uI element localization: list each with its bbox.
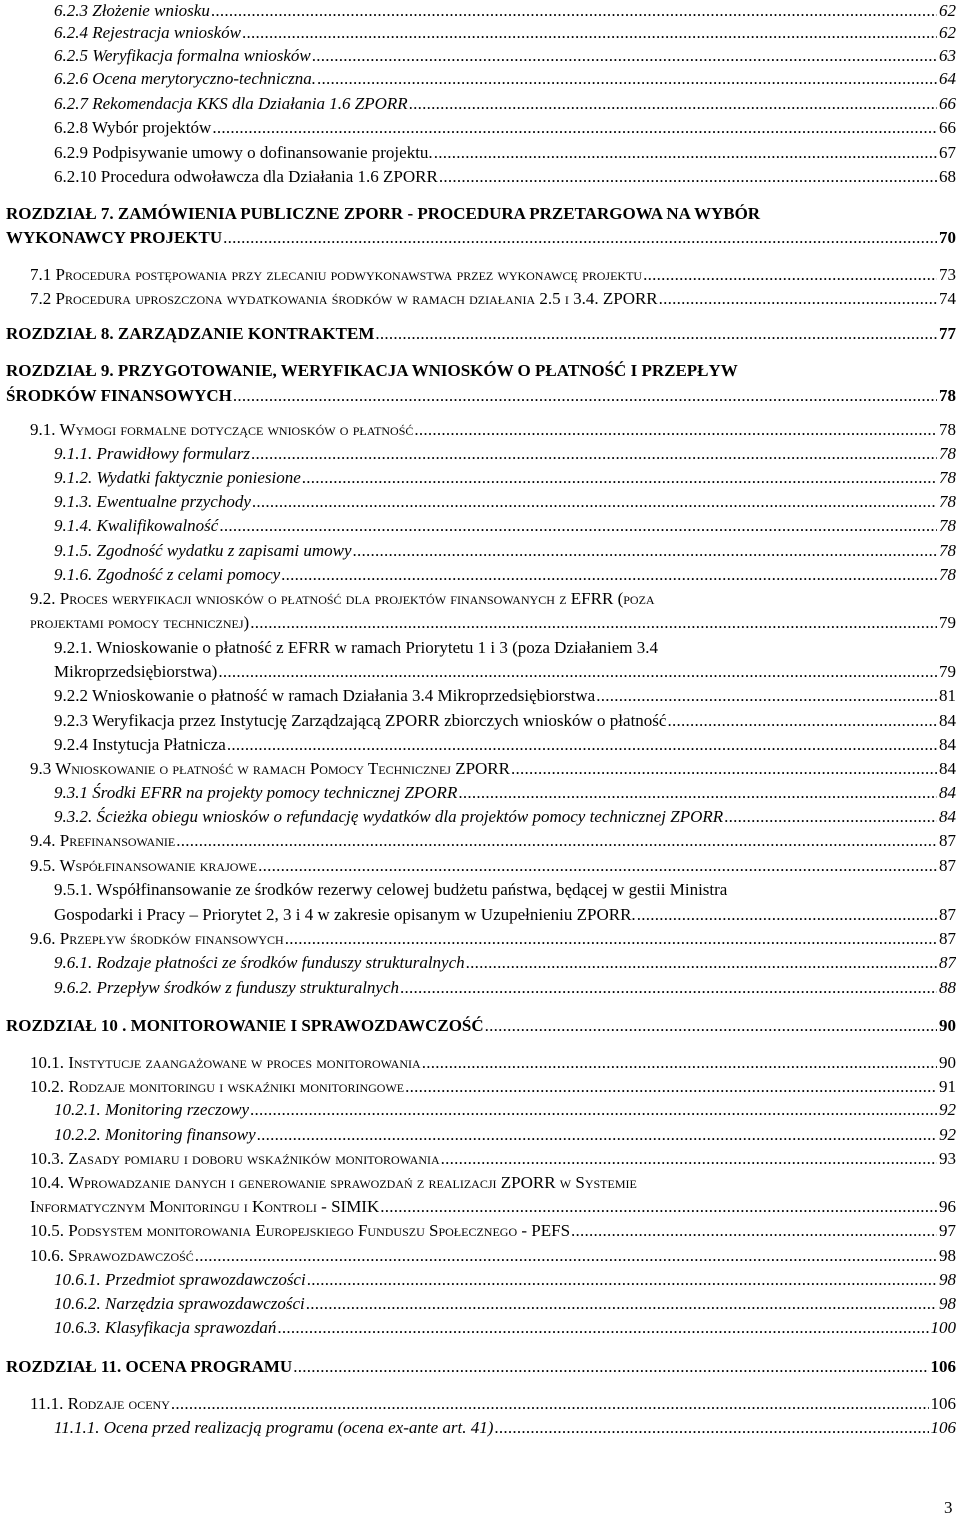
toc-entry[interactable] <box>6 203 760 224</box>
toc-entry-title: 6.2.3 Złożenie wniosku <box>54 1 210 20</box>
toc-entry-page: 66 <box>939 94 956 113</box>
toc-entry-page: 87 <box>939 929 956 948</box>
toc-entry[interactable] <box>54 1293 956 1314</box>
toc-entry[interactable] <box>6 1015 956 1036</box>
toc-entry[interactable] <box>30 1220 956 1241</box>
toc-dot-leader <box>170 1393 929 1414</box>
toc-entry-title: ROZDZIAŁ 11. OCENA PROGRAMU <box>6 1357 293 1376</box>
toc-entry-title: 10.6.1. Przedmiot sprawozdawczości <box>54 1270 306 1289</box>
toc-dot-leader <box>510 758 937 779</box>
toc-entry[interactable] <box>30 1172 637 1193</box>
toc-entry-page: 84 <box>939 807 956 826</box>
toc-entry-title: 9.2.1. Wnioskowanie o płatność z EFRR w ramach Priorytetu 1 i 3 (poza Działaniem 3.4 <box>54 638 658 657</box>
toc-entry-title: Gospodarki i Pracy – Priorytet 2, 3 i 4 w zakresie opisanym w Uzupełnieniu ZPORR. <box>54 905 636 924</box>
toc-dot-leader <box>421 1052 937 1073</box>
toc-dot-leader <box>249 1099 937 1120</box>
toc-entry-page: 96 <box>939 1197 956 1216</box>
toc-entry[interactable] <box>54 142 956 163</box>
toc-entry-title: 6.2.6 Ocena merytoryczno-techniczna. <box>54 69 317 88</box>
toc-entry-page: 84 <box>939 783 956 802</box>
toc-entry-page: 78 <box>939 541 956 560</box>
toc-entry[interactable] <box>30 855 956 876</box>
toc-entry-page: 78 <box>939 468 956 487</box>
toc-entry-title: WYKONAWCY PROJEKTU <box>6 228 223 247</box>
toc-entry[interactable] <box>54 1124 956 1145</box>
toc-entry-page: 66 <box>939 118 956 137</box>
toc-entry-page: 88 <box>939 978 956 997</box>
toc-entry-title: 10.2. Rodzaje monitoringu i wskaźniki monitoringowe <box>30 1077 405 1096</box>
toc-entry-page: 87 <box>939 953 956 972</box>
toc-dot-leader <box>658 288 937 309</box>
toc-entry-title: projektami pomocy technicznej) <box>30 613 250 632</box>
toc-entry-title: ROZDZIAŁ 7. ZAMÓWIENIA PUBLICZNE ZPORR - PROCEDURA PRZETARGOWA NA WYBÓR <box>6 204 761 223</box>
toc-entry-page: 106 <box>930 1394 956 1413</box>
toc-entry[interactable] <box>30 612 956 633</box>
toc-entry[interactable] <box>54 540 956 561</box>
toc-entry-title: 10.2.2. Monitoring finansowy <box>54 1125 256 1144</box>
toc-dot-leader <box>433 142 937 163</box>
toc-entry-title: 10.2.1. Monitoring rzeczowy <box>54 1100 250 1119</box>
toc-entry-page: 92 <box>939 1100 956 1119</box>
toc-entry-page: 84 <box>939 711 956 730</box>
toc-entry-page: 62 <box>939 1 956 20</box>
toc-dot-leader <box>276 1317 928 1338</box>
toc-entry-title: 10.6. Sprawozdawczość <box>30 1246 194 1265</box>
toc-entry[interactable] <box>6 385 956 406</box>
toc-entry[interactable] <box>30 1076 956 1097</box>
toc-entry-title: 9.2.4 Instytucja Płatnicza <box>54 735 226 754</box>
toc-entry-title: 9.1.5. Zgodność wydatku z zapisami umowy <box>54 541 352 560</box>
toc-dot-leader <box>305 1293 937 1314</box>
toc-entry[interactable] <box>54 1099 956 1120</box>
toc-entry-title: 6.2.7 Rekomendacja KKS dla Działania 1.6 ZPORR <box>54 94 408 113</box>
toc-entry-title: 6.2.8 Wybór projektów <box>54 118 212 137</box>
toc-entry-page: 87 <box>939 856 956 875</box>
toc-dot-leader <box>595 685 937 706</box>
toc-dot-leader <box>241 22 937 43</box>
toc-entry-page: 97 <box>939 1221 956 1240</box>
toc-entry-page: 68 <box>939 167 956 186</box>
toc-entry-page: 98 <box>939 1270 956 1289</box>
toc-dot-leader <box>408 93 937 114</box>
toc-dot-leader <box>175 830 937 851</box>
toc-entry[interactable] <box>30 758 956 779</box>
toc-entry[interactable] <box>30 288 956 309</box>
toc-entry-title: Informatycznym Monitoringu i Kontroli - SIMIK <box>30 1197 380 1216</box>
toc-entry-title: ROZDZIAŁ 8. ZARZĄDZANIE KONTRAKTEM <box>6 324 375 343</box>
toc-entry[interactable] <box>54 1417 956 1438</box>
toc-entry-page: 78 <box>939 565 956 584</box>
toc-entry[interactable] <box>54 93 956 114</box>
toc-entry[interactable] <box>54 515 956 536</box>
toc-entry-page: 73 <box>939 265 956 284</box>
toc-dot-leader <box>636 904 937 925</box>
toc-entry-title: 9.1. Wymogi formalne dotyczące wniosków o płatność <box>30 420 414 439</box>
toc-dot-leader <box>316 68 937 89</box>
toc-entry-page: 91 <box>939 1077 956 1096</box>
toc-entry-title: 9.1.6. Zgodność z celami pomocy <box>54 565 281 584</box>
toc-entry-page: 90 <box>939 1053 956 1072</box>
toc-dot-leader <box>257 855 937 876</box>
toc-entry[interactable] <box>54 1317 956 1338</box>
toc-entry-title: 7.1 Procedura postępowania przy zlecaniu podwykonawstwa przez wykonawcę projektu <box>30 265 643 284</box>
toc-dot-leader <box>570 1220 937 1241</box>
toc-entry-page: 67 <box>939 143 956 162</box>
toc-entry-page: 98 <box>939 1294 956 1313</box>
toc-entry[interactable] <box>30 588 655 609</box>
toc-dot-leader <box>194 1245 937 1266</box>
toc-entry[interactable] <box>54 952 956 973</box>
toc-entry[interactable] <box>6 227 956 248</box>
toc-entry[interactable] <box>54 879 727 900</box>
toc-dot-leader <box>211 117 937 138</box>
toc-entry[interactable] <box>30 1393 956 1414</box>
toc-entry-title: 9.3.2. Ścieżka obiegu wniosków o refundację wydatków dla projektów pomocy technicznej ZPORR <box>54 807 724 826</box>
toc-entry[interactable] <box>54 22 956 43</box>
toc-entry-page: 79 <box>939 662 956 681</box>
toc-entry[interactable] <box>30 1052 956 1073</box>
toc-entry-title: 9.2.2 Wnioskowanie o płatność w ramach Działania 3.4 Mikroprzedsiębiorstwa <box>54 686 596 705</box>
toc-entry-title: 9.3.1 Środki EFRR na projekty pomocy technicznej ZPORR <box>54 783 458 802</box>
toc-entry[interactable] <box>54 0 956 21</box>
toc-entry-title: 6.2.5 Weryfikacja formalna wniosków <box>54 46 311 65</box>
toc-entry-title: 6.2.9 Podpisywanie umowy o dofinansowanie projektu. <box>54 143 433 162</box>
toc-entry-title: 10.6.2. Narzędzia sprawozdawczości <box>54 1294 305 1313</box>
toc-entry-title: ROZDZIAŁ 9. PRZYGOTOWANIE, WERYFIKACJA WNIOSKÓW O PŁATNOŚĆ I PRZEPŁYW <box>6 361 738 380</box>
toc-entry-page: 106 <box>930 1418 956 1437</box>
toc-entry-title: 9.4. Prefinansowanie <box>30 831 176 850</box>
toc-entry-title: ŚRODKÓW FINANSOWYCH <box>6 386 232 405</box>
toc-entry-page: 93 <box>939 1149 956 1168</box>
toc-dot-leader <box>280 564 937 585</box>
toc-entry-title: 11.1. Rodzaje oceny <box>30 1394 170 1413</box>
toc-entry[interactable] <box>30 419 956 440</box>
toc-entry-page: 62 <box>939 23 956 42</box>
toc-entry-title: 6.2.10 Procedura odwoławcza dla Działania 1.6 ZPORR <box>54 167 438 186</box>
toc-dot-leader <box>232 385 937 406</box>
toc-dot-leader <box>723 806 937 827</box>
toc-entry[interactable] <box>54 45 956 66</box>
toc-entry-page: 78 <box>939 386 956 405</box>
toc-dot-leader <box>251 491 937 512</box>
toc-entry-title: 10.3. Zasady pomiaru i doboru wskaźników monitorowania <box>30 1149 440 1168</box>
toc-dot-leader <box>226 734 937 755</box>
toc-entry[interactable] <box>54 637 658 658</box>
toc-entry-title: 9.1.4. Kwalifikowalność <box>54 516 219 535</box>
toc-entry-page: 70 <box>939 228 956 247</box>
toc-dot-leader <box>413 419 937 440</box>
toc-entry-page: 78 <box>939 516 956 535</box>
toc-entry-page: 64 <box>939 69 956 88</box>
toc-dot-leader <box>352 540 938 561</box>
toc-entry[interactable] <box>54 443 956 464</box>
toc-dot-leader <box>311 45 937 66</box>
toc-entry-page: 84 <box>939 735 956 754</box>
toc-entry-page: 63 <box>939 46 956 65</box>
toc-entry-title: 10.1. Instytucje zaangażowane w proces monitorowania <box>30 1053 421 1072</box>
toc-dot-leader <box>256 1124 937 1145</box>
toc-entry-title: 9.1.1. Prawidłowy formularz <box>54 444 250 463</box>
toc-entry[interactable] <box>30 1245 956 1266</box>
toc-dot-leader <box>484 1015 937 1036</box>
toc-dot-leader <box>292 1356 928 1377</box>
toc-entry-title: 9.6. Przepływ środków finansowych <box>30 929 284 948</box>
toc-entry[interactable] <box>54 806 956 827</box>
toc-dot-leader <box>249 612 937 633</box>
toc-entry-page: 98 <box>939 1246 956 1265</box>
toc-entry-page: 87 <box>939 831 956 850</box>
toc-dot-leader <box>404 1076 937 1097</box>
toc-dot-leader <box>222 227 937 248</box>
toc-entry[interactable] <box>54 1269 956 1290</box>
toc-entry-title: 9.2.3 Weryfikacja przez Instytucję Zarządzającą ZPORR zbiorczych wniosków o płatność <box>54 711 667 730</box>
toc-entry-title: 9.6.1. Rodzaje płatności ze środków funduszy strukturalnych <box>54 953 465 972</box>
toc-entry[interactable] <box>54 734 956 755</box>
toc-dot-leader <box>284 928 937 949</box>
toc-entry-page: 87 <box>939 905 956 924</box>
toc-entry-title: 7.2 Procedura uproszczona wydatkowania środków w ramach działania 2.5 i 3.4. ZPORR <box>30 289 658 308</box>
toc-entry-title: 9.5. Współfinansowanie krajowe <box>30 856 258 875</box>
toc-entry-title: 9.5.1. Współfinansowanie ze środków rezerwy celowej budżetu państwa, będącej w gestii Ministra <box>54 880 728 899</box>
toc-dot-leader <box>217 661 937 682</box>
toc-entry[interactable] <box>54 661 956 682</box>
toc-entry[interactable] <box>30 1196 956 1217</box>
toc-entry[interactable] <box>6 1356 956 1377</box>
toc-entry[interactable] <box>30 1148 956 1169</box>
toc-entry-page: 79 <box>939 613 956 632</box>
toc-dot-leader <box>301 467 937 488</box>
toc-entry[interactable] <box>54 710 956 731</box>
toc-entry[interactable] <box>6 360 738 381</box>
toc-entry-page: 100 <box>930 1318 956 1337</box>
toc-entry[interactable] <box>54 467 956 488</box>
toc-entry-page: 78 <box>939 444 956 463</box>
toc-entry-page: 106 <box>930 1357 956 1376</box>
toc-entry[interactable] <box>54 166 956 187</box>
toc-entry-title: 10.5. Podsystem monitorowania Europejskiego Funduszu Społecznego - PEFS <box>30 1221 571 1240</box>
toc-dot-leader <box>438 166 937 187</box>
toc-entry-title: 9.1.3. Ewentualne przychody <box>54 492 251 511</box>
toc-entry-page: 78 <box>939 420 956 439</box>
toc-entry-page: 81 <box>939 686 956 705</box>
toc-entry-title: 9.6.2. Przepływ środków z funduszy strukturalnych <box>54 978 400 997</box>
toc-entry-title: 9.3 Wnioskowanie o płatność w ramach Pomocy Technicznej ZPORR <box>30 759 510 778</box>
toc-dot-leader <box>457 782 937 803</box>
toc-entry[interactable] <box>54 68 956 89</box>
toc-entry[interactable] <box>54 117 956 138</box>
page-number: 3 <box>944 1498 953 1517</box>
toc-entry[interactable] <box>54 685 956 706</box>
toc-entry-page: 90 <box>939 1016 956 1035</box>
toc-dot-leader <box>666 710 937 731</box>
toc-entry-title: 9.1.2. Wydatki faktycznie poniesione <box>54 468 301 487</box>
toc-entry[interactable] <box>30 830 956 851</box>
toc-entry-title: ROZDZIAŁ 10 . MONITOROWANIE I SPRAWOZDAWCZOŚĆ <box>6 1016 484 1035</box>
toc-entry-title: 6.2.4 Rejestracja wniosków <box>54 23 241 42</box>
toc-dot-leader <box>250 443 937 464</box>
toc-dot-leader <box>465 952 937 973</box>
toc-entry[interactable] <box>30 928 956 949</box>
toc-dot-leader <box>374 323 937 344</box>
toc-dot-leader <box>218 515 937 536</box>
toc-dot-leader <box>399 977 937 998</box>
toc-entry[interactable] <box>30 264 956 285</box>
toc-entry[interactable] <box>54 782 956 803</box>
toc-entry-title: 11.1.1. Ocena przed realizacją programu (ocena ex-ante art. 41) <box>54 1418 494 1437</box>
toc-dot-leader <box>493 1417 928 1438</box>
toc-entry-title: 10.4. Wprowadzanie danych i generowanie sprawozdań z realizacji ZPORR w Systemie <box>30 1173 637 1192</box>
toc-entry[interactable] <box>54 904 956 925</box>
toc-entry-title: Mikroprzedsiębiorstwa) <box>54 662 218 681</box>
toc-entry-page: 77 <box>939 324 956 343</box>
toc-entry-page: 84 <box>939 759 956 778</box>
toc-entry[interactable] <box>54 977 956 998</box>
toc-dot-leader <box>379 1196 937 1217</box>
toc-entry[interactable] <box>54 564 956 585</box>
toc-entry-page: 78 <box>939 492 956 511</box>
toc-entry[interactable] <box>54 491 956 512</box>
toc-dot-leader <box>440 1148 937 1169</box>
toc-entry-title: 9.2. Proces weryfikacji wniosków o płatność dla projektów finansowanych z EFRR (poza <box>30 589 655 608</box>
toc-entry-page: 92 <box>939 1125 956 1144</box>
toc-entry-title: 10.6.3. Klasyfikacja sprawozdań <box>54 1318 277 1337</box>
toc-dot-leader <box>642 264 937 285</box>
toc-entry[interactable] <box>6 323 956 344</box>
toc-dot-leader <box>306 1269 937 1290</box>
toc-entry-page: 74 <box>939 289 956 308</box>
toc-dot-leader <box>210 0 937 21</box>
